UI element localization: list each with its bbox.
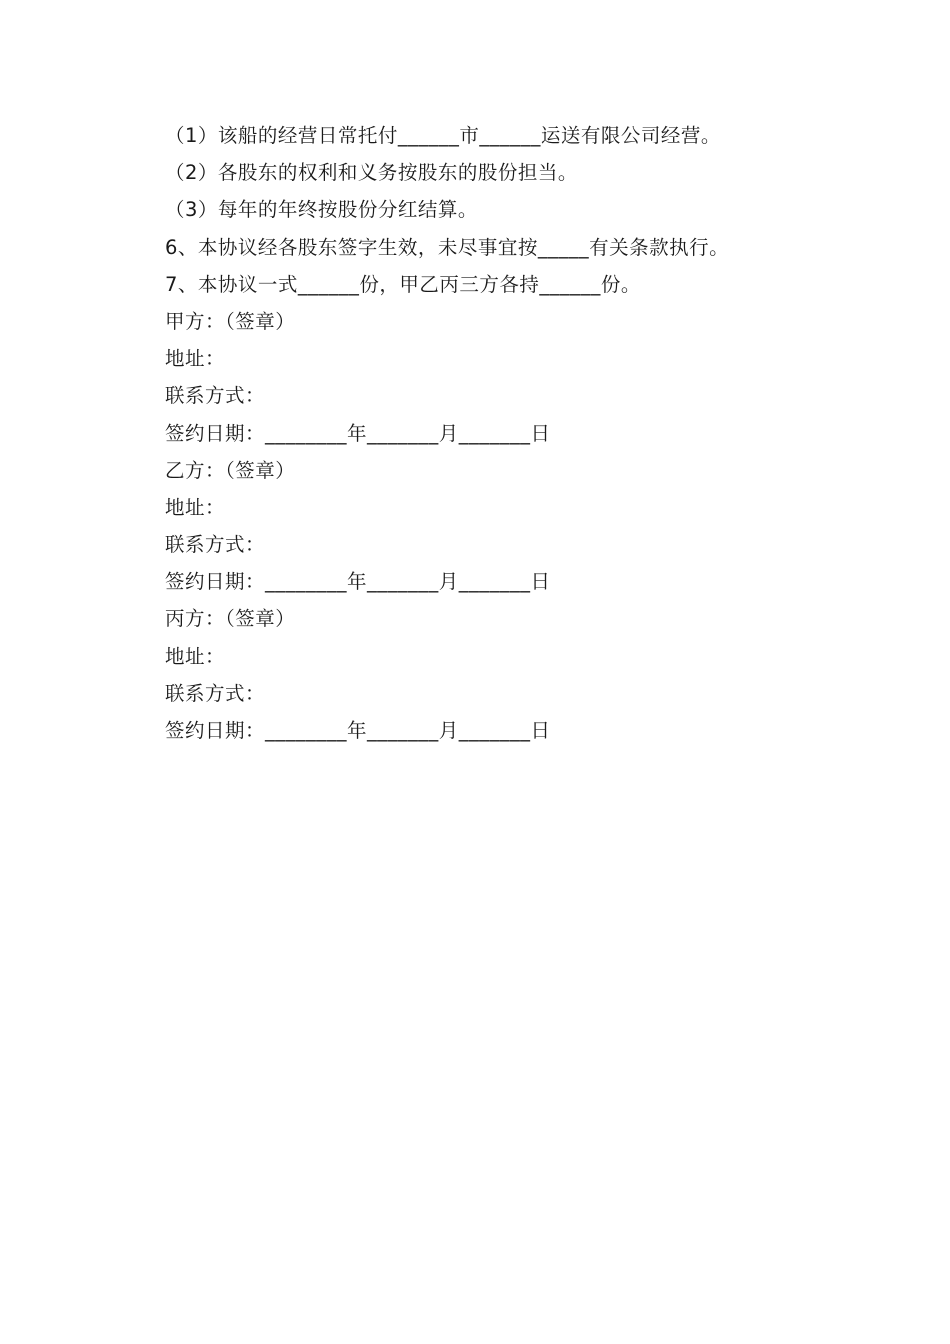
document-body: [165, 117, 805, 749]
article-7: 7、本协议一式______份，甲乙丙三方各持______份。: [165, 272, 641, 296]
party-b-date: 签约日期：________年_______月_______日: [165, 570, 551, 594]
party-b-contact: 联系方式：: [165, 533, 266, 557]
party-a-date: 签约日期：________年_______月_______日: [165, 421, 551, 445]
party-a-contact: 联系方式：: [165, 384, 266, 408]
article-6: 6、本协议经各股东签字生效，未尽事宜按_____有关条款执行。: [165, 235, 730, 259]
clause-3-dividends: （3）每年的年终按股份分红结算。: [165, 198, 478, 222]
party-c-address: 地址：: [165, 644, 226, 668]
party-c-date: 签约日期：________年_______月_______日: [165, 719, 551, 742]
party-a-signature: 甲方：（签章）: [165, 309, 296, 333]
party-a-address: 地址：: [165, 347, 226, 371]
clause-1-operation: （1）该船的经营日常托付______市______运送有限公司经营。: [165, 124, 721, 147]
clause-2-rights: （2）各股东的权利和义务按股东的股份担当。: [165, 161, 578, 185]
party-b-address: 地址：: [165, 495, 226, 519]
party-b-signature: 乙方：（签章）: [165, 458, 296, 482]
party-c-signature: 丙方：（签章）: [165, 607, 296, 631]
party-c-contact: 联系方式：: [165, 681, 266, 705]
